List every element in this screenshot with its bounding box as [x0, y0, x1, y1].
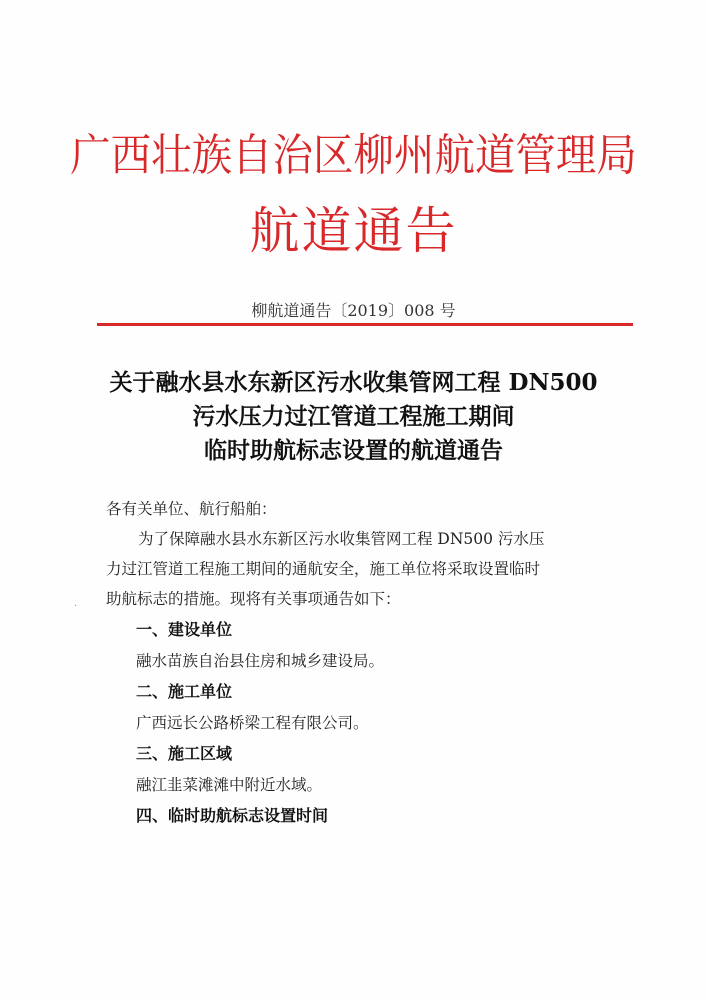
section-heading-2: 二、施工单位	[136, 682, 233, 701]
headline-line: 污水压力过江管道工程施工期间	[192, 403, 515, 430]
intro-line: 力过江管道工程施工期间的通航安全，施工单位将采取设置临时	[106, 560, 541, 578]
section-content-2: 广西远长公路桥梁工程有限公司。	[136, 714, 369, 732]
section-heading-3: 三、施工区域	[136, 744, 233, 763]
red-divider-line	[97, 323, 633, 326]
section-content-3: 融江韭菜滩滩中附近水域。	[136, 776, 323, 794]
section-content-1: 融水苗族自治县住房和城乡建设局。	[136, 652, 385, 670]
salutation: 各有关单位、航行船舶：	[106, 500, 277, 518]
issuing-authority-title: 广西壮族自治区柳州航道管理局	[70, 130, 637, 181]
section-heading-4: 四、临时助航标志设置时间	[136, 806, 329, 825]
intro-line: 为了保障融水县水东新区污水收集管网工程 DN500 污水压	[138, 530, 545, 548]
intro-line: 助航标志的措施。现将有关事项通告如下：	[106, 590, 401, 608]
scan-mark: ·	[74, 601, 78, 612]
document-number: 柳航道通告〔2019〕008 号	[251, 301, 456, 320]
headline-line: 临时助航标志设置的航道通告	[204, 437, 503, 464]
notice-headline	[60, 366, 647, 468]
section-heading-1: 一、建设单位	[136, 620, 233, 639]
headline-line: 关于融水县水东新区污水收集管网工程 DN500	[109, 369, 598, 396]
document-type-title: 航道通告	[249, 202, 458, 260]
